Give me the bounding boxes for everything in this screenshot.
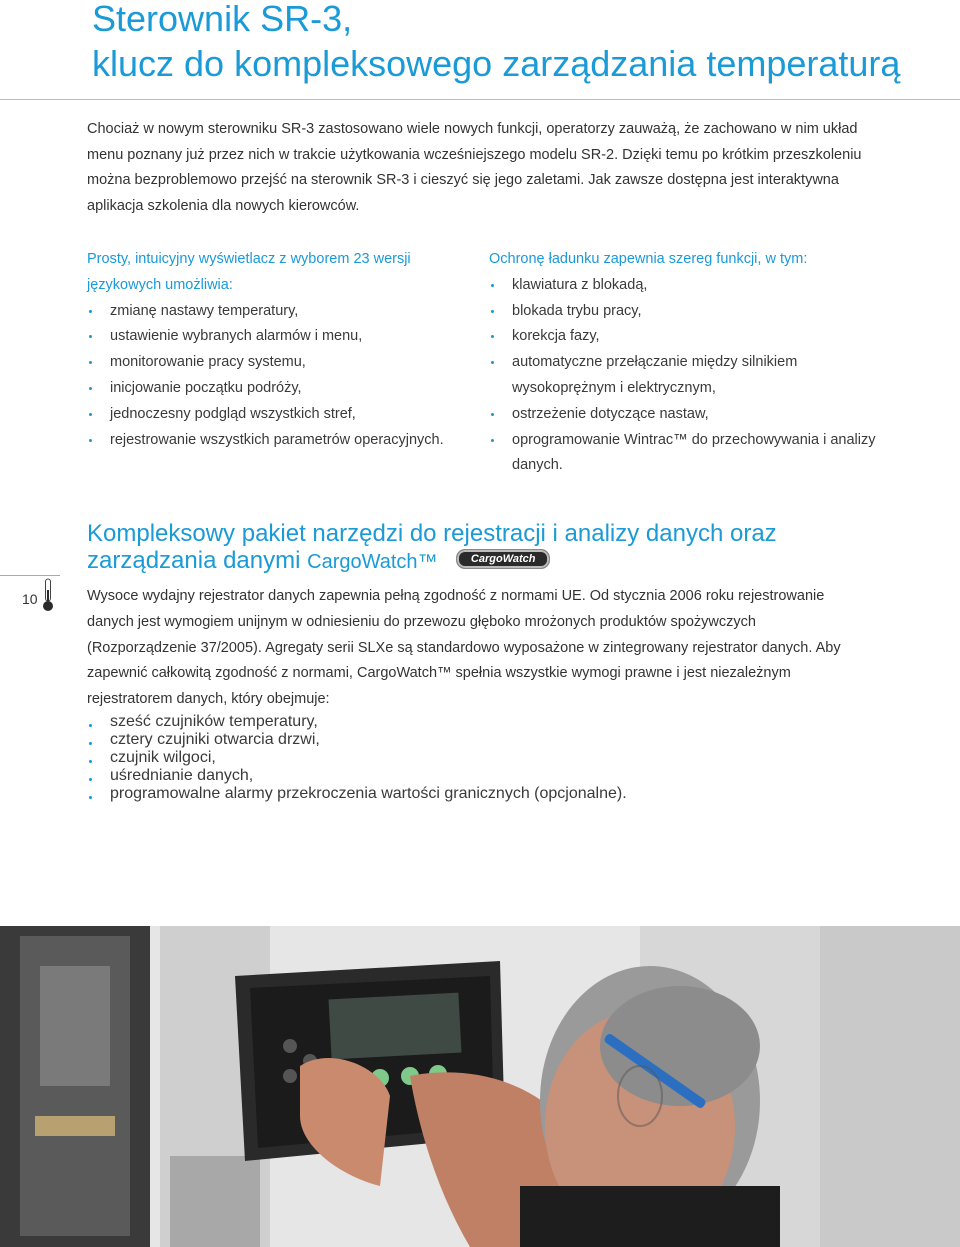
bullet-icon xyxy=(89,724,92,727)
bullet-icon xyxy=(89,387,92,390)
bullet-icon xyxy=(89,310,92,313)
thermometer-icon xyxy=(42,578,54,612)
list-item-text: sześć czujników temperatury, xyxy=(110,712,318,730)
features-left-column xyxy=(87,247,472,453)
list-item-text: uśrednianie danych, xyxy=(110,766,254,784)
bullet-icon xyxy=(89,439,92,442)
list-item-text: programowalne alarmy przekroczenia wartości granicznych (opcjonalne). xyxy=(110,784,627,802)
list-item xyxy=(87,376,472,402)
list-item xyxy=(489,273,889,299)
list-item xyxy=(87,713,907,731)
list-item-text: czujnik wilgoci, xyxy=(110,748,216,766)
cargowatch-heading xyxy=(87,520,907,576)
list-item xyxy=(489,324,889,350)
left-column-heading: Prosty, intuicyjny wyświetlacz z wyborem 23 wersji językowych umożliwia: xyxy=(87,251,411,293)
bullet-icon xyxy=(491,284,494,287)
bullet-icon xyxy=(491,361,494,364)
list-item-text: rejestrowanie wszystkich parametrów operacyjnych. xyxy=(110,431,444,448)
list-item-text: inicjowanie początku podróży, xyxy=(110,379,302,396)
cargowatch-logo-text: CargoWatch xyxy=(470,552,536,565)
list-item xyxy=(489,299,889,325)
list-item xyxy=(87,767,907,785)
list-item xyxy=(87,749,907,767)
list-item xyxy=(87,324,472,350)
bullet-icon xyxy=(491,413,494,416)
cargowatch-brand-text: CargoWatch™ xyxy=(307,551,438,573)
left-bullet-list xyxy=(87,299,472,454)
list-item-text: automatyczne przełączanie między silnikiem wysokoprężnym i elektrycznym, xyxy=(512,354,798,396)
list-item-text: monitorowanie pracy systemu, xyxy=(110,354,306,371)
bullet-icon xyxy=(89,742,92,745)
title-line-1: Sterownik SR-3, xyxy=(92,0,353,39)
technician-shirt xyxy=(520,1186,780,1247)
right-column-heading: Ochronę ładunku zapewnia szereg funkcji, w tym: xyxy=(489,251,808,267)
bullet-icon xyxy=(89,335,92,338)
features-right-column xyxy=(489,247,889,479)
bullet-icon xyxy=(491,439,494,442)
cargowatch-paragraph: Wysoce wydajny rejestrator danych zapewnia pełną zgodność z normami UE. Od stycznia 2006 roku rejestrowanie danych jest wymogiem unijnym w odniesieniu do przewozu głęboko mrożonych produktów spożywczych (Rozporządzenie 37/2005). Agregaty serii SLXe są standardowo wyposażone w zintegrowany rejestrator danych. Aby zapewnić całkowitą zgodność z normami, CargoWatch™ spełnia wszystkie wymogi prawne i jest niezależnym rejestratorem danych, który obejmuje: xyxy=(87,588,841,708)
cargowatch-heading-line-2: zarządzania danymi xyxy=(87,547,301,574)
controller-photo xyxy=(0,926,960,1247)
bullet-icon xyxy=(89,413,92,416)
list-item xyxy=(87,402,472,428)
bullet-icon xyxy=(89,796,92,799)
cargowatch-heading-line-1: Kompleksowy pakiet narzędzi do rejestracji i analizy danych oraz xyxy=(87,520,777,547)
bullet-icon xyxy=(491,310,494,313)
right-bullet-list xyxy=(489,273,889,479)
list-item xyxy=(489,402,889,428)
list-item xyxy=(87,299,472,325)
bullet-icon xyxy=(89,361,92,364)
list-item xyxy=(87,428,472,454)
list-item xyxy=(489,350,889,402)
bullet-icon xyxy=(89,760,92,763)
list-item xyxy=(489,428,889,480)
title-line-2: klucz do kompleksowego zarządzania temperaturą xyxy=(92,43,901,84)
list-item xyxy=(87,785,907,803)
list-item-text: korekcja fazy, xyxy=(512,328,600,345)
cargowatch-logo xyxy=(456,549,550,569)
list-item-text: klawiatura z blokadą, xyxy=(512,276,648,293)
page-number: 10 xyxy=(22,591,38,607)
list-item xyxy=(87,731,907,749)
list-item-text: blokada trybu pracy, xyxy=(512,302,642,319)
list-item-text: ustawienie wybranych alarmów i menu, xyxy=(110,328,363,345)
controller-photo-illustration xyxy=(0,926,960,1247)
list-item-text: cztery czujniki otwarcia drzwi, xyxy=(110,730,320,748)
list-item-text: ostrzeżenie dotyczące nastaw, xyxy=(512,405,709,422)
bullet-icon xyxy=(491,335,494,338)
bullet-icon xyxy=(89,778,92,781)
cargowatch-bullet-list xyxy=(87,713,907,803)
page-number-rule xyxy=(0,575,60,576)
cargowatch-section xyxy=(87,520,907,803)
title-divider xyxy=(0,99,960,100)
intro-paragraph: Chociaż w nowym sterowniku SR-3 zastosowano wiele nowych funkcji, operatorzy zauważą, że zachowano w nim układ menu poznany już przez nich w trakcie użytkowania wcześniejszego modelu SR-2. Dzięki temu po krótkim przeszkoleniu można bezproblemowo przejść na sterownik SR-3 i cieszyć się jego zaletami. Jak zawsze dostępna jest interaktywna aplikacja szkolenia dla nowych kierowców. xyxy=(87,121,862,215)
page-title xyxy=(92,0,901,84)
list-item-text: jednoczesny podgląd wszystkich stref, xyxy=(110,405,356,422)
list-item xyxy=(87,350,472,376)
list-item-text: oprogramowanie Wintrac™ do przechowywania i analizy danych. xyxy=(512,431,876,474)
list-item-text: zmianę nastawy temperatury, xyxy=(110,302,299,319)
